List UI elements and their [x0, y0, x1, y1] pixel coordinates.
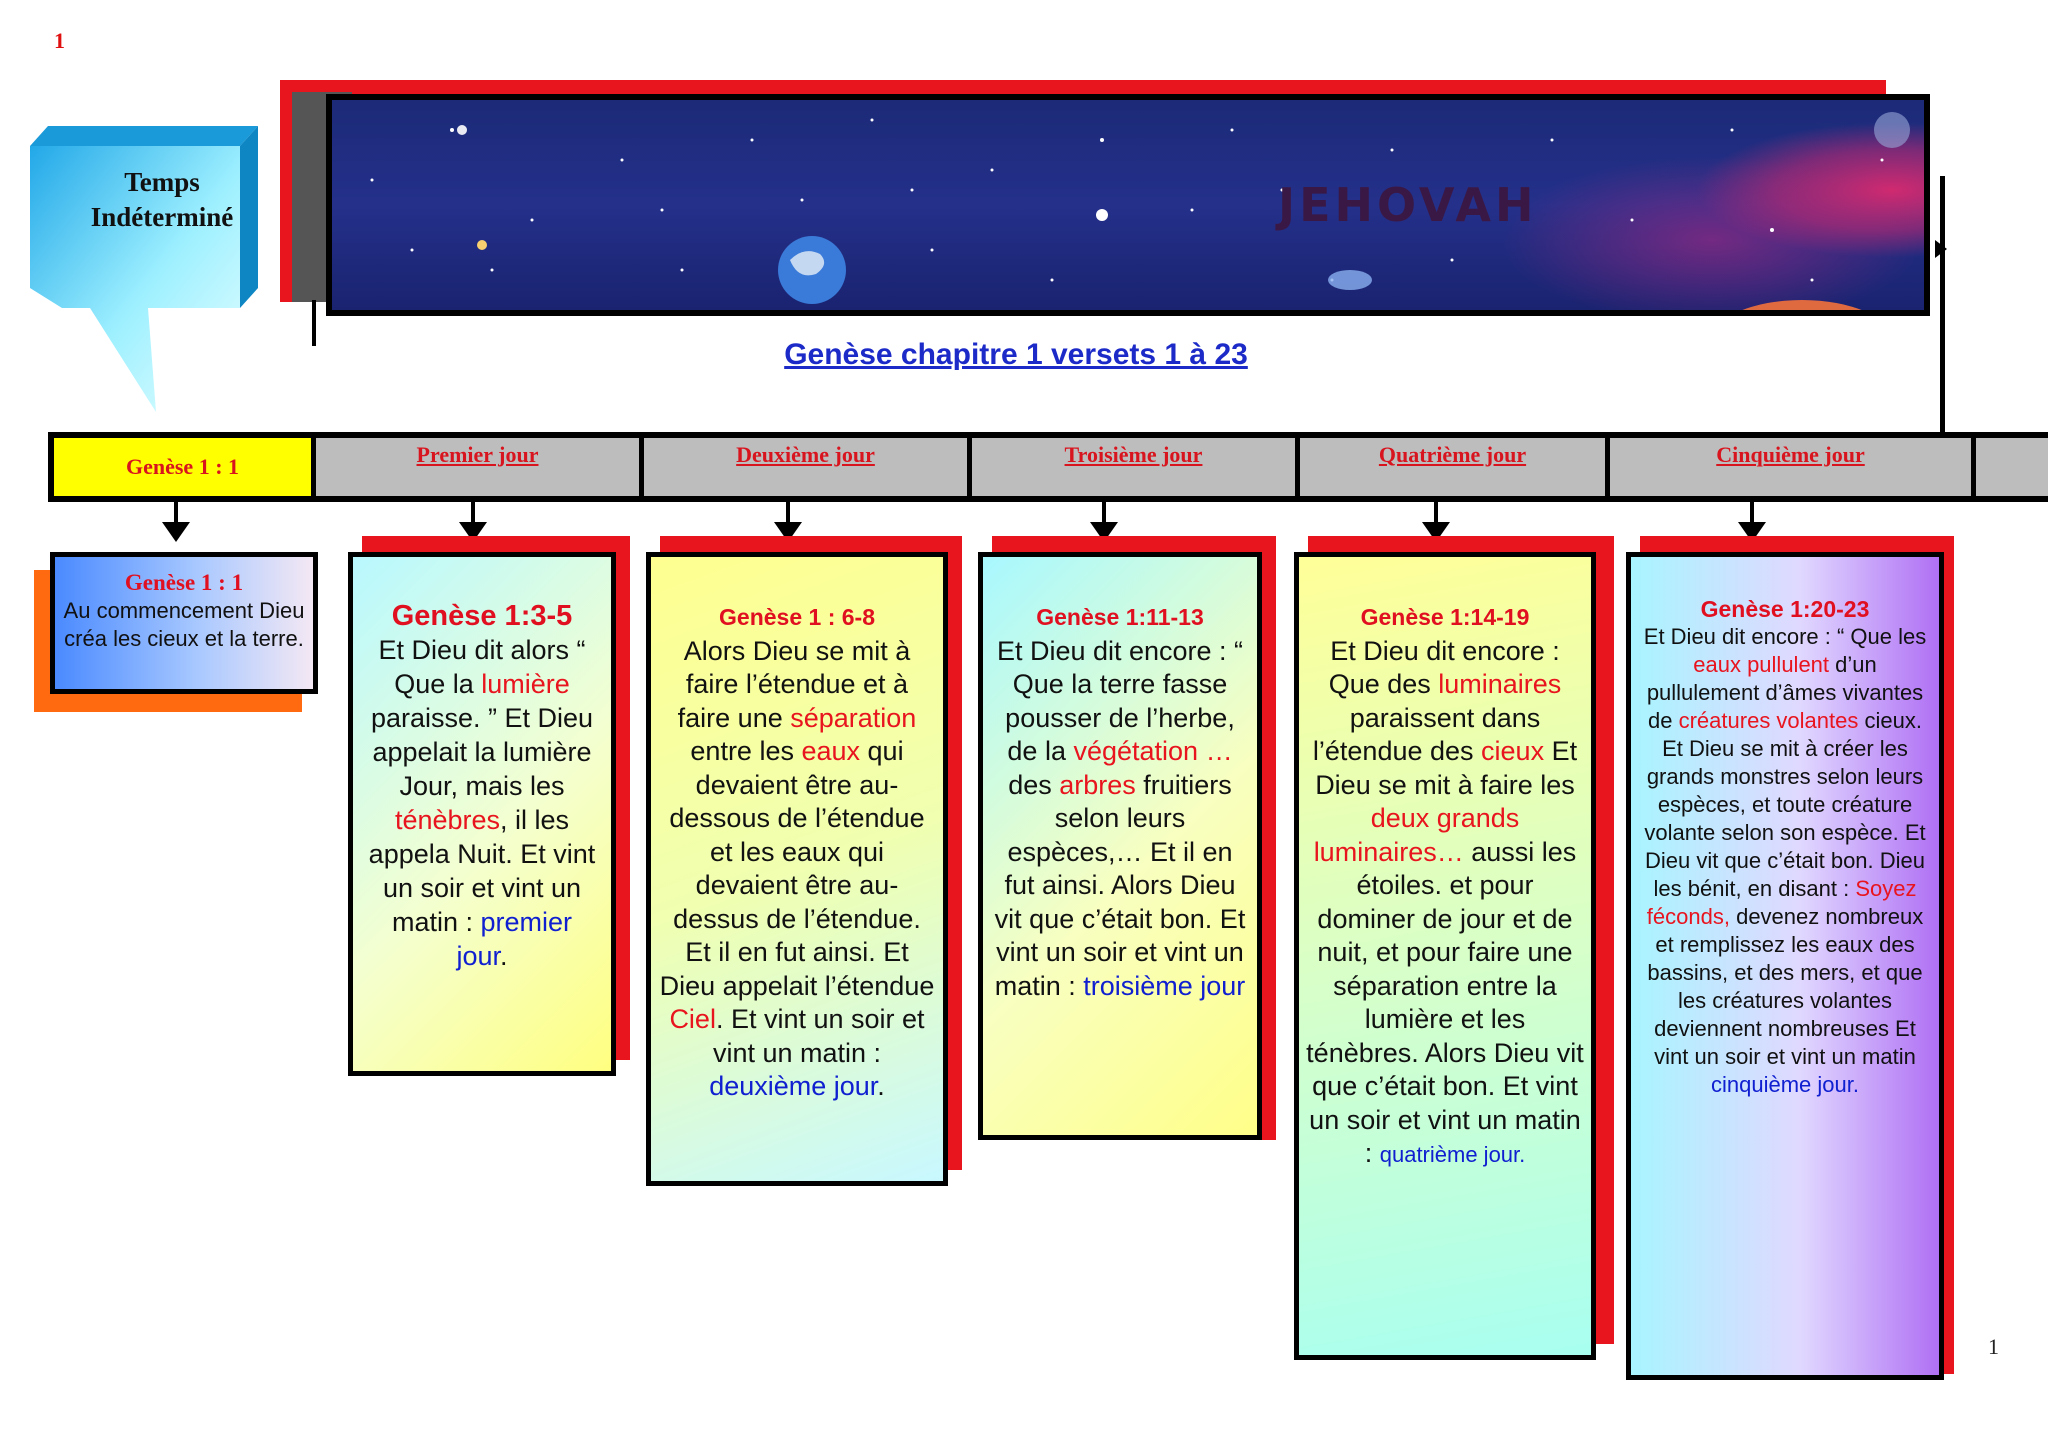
page-title-text: Genèse chapitre 1 versets 1 à 23	[784, 338, 1248, 371]
verse-box-cinquieme-jour	[1626, 552, 1944, 1380]
verse-text: entre les	[690, 736, 802, 766]
banner-right-line	[1940, 176, 1945, 434]
verse-text: Et Dieu dit encore : “ Que les	[1643, 624, 1927, 649]
verse-box-quatrieme-jour	[1294, 552, 1596, 1360]
space-banner	[326, 94, 1930, 316]
timeline-cell-label: Genèse 1 : 1	[125, 454, 240, 479]
down-arrow-stem	[174, 502, 178, 524]
verse-reference: Genèse 1:20-23	[1700, 596, 1870, 622]
timeline-cell-label: Troisième jour	[1064, 442, 1203, 467]
verse-text: devenez nombreux et remplissez les eaux des bassins, et des mers, et que les créatures volantes deviennent nombreuses Et vint un soir et vint un matin	[1647, 904, 1924, 1069]
verse-box-premier-jour	[348, 552, 616, 1076]
day-label: troisième jour	[1083, 970, 1246, 1001]
callout-line-2: Indéterminé	[90, 202, 234, 232]
down-arrow-stem	[1750, 502, 1754, 524]
verse-text: Et Dieu dit encore : “ Que la terre fasse pousser de l’herbe, de la	[996, 635, 1244, 766]
verse-highlight: eaux	[801, 736, 861, 766]
verse-text: cieux. Et Dieu se mit à créer les grands monstres selon leurs espèces, et toute créature volante selon son espèce. Et Dieu vit que c’était bon. Dieu les bénit, en disant :	[1644, 708, 1926, 901]
verse-highlight: Soyez féconds,	[1646, 876, 1917, 929]
verse-highlight: eaux pullulent	[1693, 652, 1830, 677]
verse-highlight: séparation	[790, 702, 917, 733]
timeline-cell-label: Deuxième jour	[736, 442, 875, 467]
down-arrow-stem	[471, 502, 475, 524]
verse-text: des	[1008, 769, 1060, 800]
timeline-cell-cinquieme-jour	[1610, 438, 1976, 496]
verse-text: paraisse. ” Et Dieu appelait la lumière Jour, mais les	[370, 703, 594, 801]
down-arrow-stem	[1434, 502, 1438, 524]
verse-highlight: créatures volantes	[1678, 708, 1859, 733]
timeline-cell-genese-1-1	[54, 438, 316, 496]
down-arrow-stem	[1102, 502, 1106, 524]
down-arrow-icon	[162, 522, 190, 542]
verse-text: paraissent dans l’étendue des	[1312, 702, 1541, 766]
verse-text: Et Dieu dit encore : Que des	[1328, 635, 1560, 699]
timeline-cell-troisieme-jour	[972, 438, 1300, 496]
day-label: deuxième jour	[709, 1071, 878, 1101]
timeline-cell-deuxieme-jour	[644, 438, 972, 496]
verse-highlight: luminaires	[1438, 669, 1562, 699]
verse-box-troisieme-jour	[978, 552, 1262, 1140]
verse-text: Alors Dieu se mit à faire l’étendue et à faire une	[677, 635, 911, 733]
timeline-cell-quatrieme-jour	[1300, 438, 1610, 496]
banner-jehovah-text: JEHOVAH	[1278, 178, 1538, 232]
page-title	[0, 338, 2048, 372]
verse-highlight: ténèbres	[394, 805, 501, 835]
verse-highlight: végétation …	[1073, 736, 1233, 766]
timeline-bar	[48, 432, 2048, 502]
verse-text: Et Dieu se mit à faire les	[1315, 736, 1578, 800]
page-number-top: 1	[54, 28, 65, 53]
verse-text: .	[877, 1071, 885, 1101]
verse-reference: Genèse 1 : 6-8	[719, 604, 875, 630]
starfield	[332, 100, 1928, 314]
verse-text: qui devaient être au-dessous de l’étendue et les eaux qui devaient être au-dessus de l’étendue. Et il en fut ainsi. Et Dieu appelait l’étendue	[659, 736, 935, 1001]
verse-highlight: arbres	[1059, 769, 1136, 800]
verse-text: , il les appela Nuit. Et vint un soir et vint un matin :	[368, 805, 596, 937]
verse-reference: Genèse 1 : 1	[124, 570, 244, 595]
timeline-cell-label: Premier jour	[416, 442, 539, 467]
callout-label	[72, 165, 252, 235]
day-label: premier jour	[456, 907, 573, 971]
callout-line-1: Temps	[124, 167, 200, 197]
verse-reference: Genèse 1:14-19	[1360, 604, 1530, 630]
verse-text: aussi les étoiles. et pour dominer de jour et de nuit, et pour faire une séparation entre la lumière et les ténèbres. Alors Dieu vit que c’était bon. Et vint un soir et vint un matin :	[1306, 836, 1584, 1168]
page-number-bottom: 1	[1988, 1334, 1999, 1359]
verse-highlight: deux grands luminaires…	[1313, 803, 1520, 867]
verse-highlight: lumière	[481, 669, 570, 699]
verse-text: Au commencement Dieu créa les cieux et la terre.	[63, 598, 305, 651]
timeline-cell-label: Quatrième jour	[1378, 442, 1527, 467]
day-label: quatrième jour.	[1379, 1142, 1526, 1167]
verse-reference: Genèse 1:11-13	[1036, 604, 1204, 630]
verse-highlight: Ciel	[669, 1004, 716, 1034]
verse-text: fruitiers selon leurs espèces,… Et il en fut ainsi. Alors Dieu vit que c’était bon. Et vint un soir et vint un matin :	[994, 769, 1246, 1001]
verse-box-genese-1-1	[50, 552, 318, 694]
verse-text: . Et vint un soir et vint un matin :	[712, 1004, 925, 1068]
verse-text: .	[500, 941, 508, 971]
right-arrow-icon	[1935, 240, 1947, 258]
down-arrow-stem	[786, 502, 790, 524]
timeline-cell-premier-jour	[316, 438, 644, 496]
verse-text: d’un pullulement d’âmes vivantes de	[1646, 652, 1924, 733]
verse-box-deuxieme-jour	[646, 552, 948, 1186]
verse-text: Et Dieu dit alors “ Que la	[378, 635, 586, 699]
timeline-cell-label: Cinquième jour	[1716, 442, 1865, 467]
verse-highlight: cieux	[1481, 736, 1545, 766]
verse-reference: Genèse 1:3-5	[391, 600, 573, 632]
day-label: cinquième jour.	[1711, 1072, 1859, 1097]
